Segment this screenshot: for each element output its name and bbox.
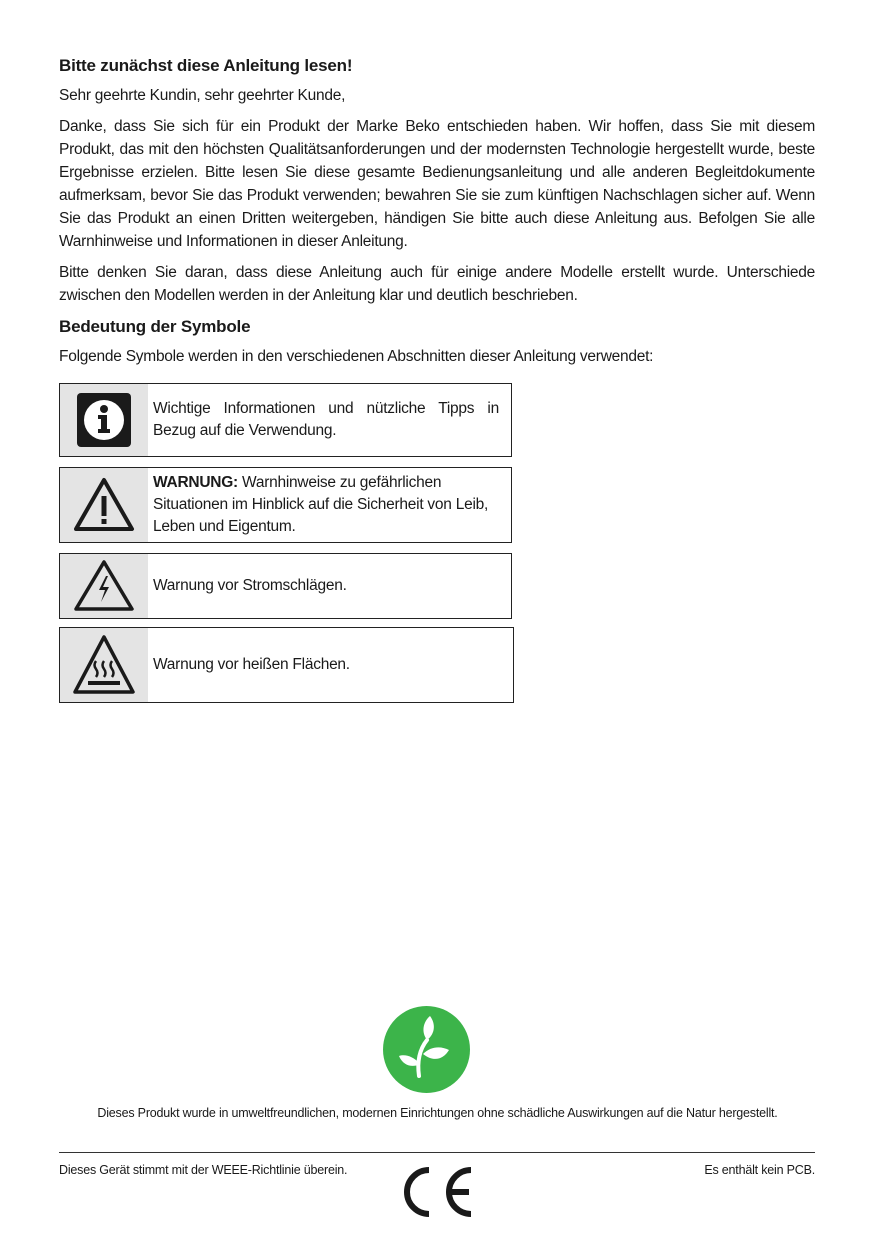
symbol-row-info xyxy=(59,383,512,457)
electric-shock-description: Warnung vor Stromschlägen. xyxy=(153,577,347,594)
warning-description: Warnhinweise zu gefährlichen Situationen im Hinblick auf die Sicherheit von Leib, Leben und Eigentum. xyxy=(153,474,489,535)
pcb-statement: Es enthält kein PCB. xyxy=(704,1163,815,1177)
symbols-title: Bedeutung der Symbole xyxy=(59,317,251,336)
symbol-row-warning xyxy=(59,467,512,543)
symbol-text-hot-surface xyxy=(148,628,507,702)
symbol-text-warning xyxy=(148,468,505,542)
warning-icon xyxy=(60,468,148,542)
warning-label: WARNUNG: xyxy=(153,474,238,491)
symbol-text-electric-shock xyxy=(148,554,505,618)
weee-statement: Dieses Gerät stimmt mit der WEEE-Richtlinie überein. xyxy=(59,1163,348,1177)
info-icon xyxy=(60,384,148,456)
intro-title: Bitte zunächst diese Anleitung lesen! xyxy=(59,56,353,75)
symbols-intro: Folgende Symbole werden in den verschiedenen Abschnitten dieser Anleitung verwendet: xyxy=(59,348,654,365)
intro-paragraph-1: Danke, dass Sie sich für ein Produkt der Marke Beko entschieden haben. Wir hoffen, dass Sie mit diesem Produkt, das mit den höchsten Qualitätsanforderungen und der modernsten Technologie hergestellt wurde, beste Ergebnisse erzielen. Bitte lesen Sie diese gesamte Bedienungsanleitung und alle anderen Begleitdokumente aufmerksam, bevor Sie das Produkt verwenden; bewahren Sie sie zum künftigen Nachschlagen sicher auf. Wenn Sie das Produkt an einen Dritten weitergeben, händigen Sie bitte auch diese Anleitung aus. Befolgen Sie alle Warnhinweise und Informationen in dieser Anleitung. xyxy=(59,118,815,250)
hot-surface-icon xyxy=(60,628,148,702)
eco-statement: Dieses Produkt wurde in umweltfreundlichen, modernen Einrichtungen ohne schädliche Auswirkungen auf die Natur hergestellt. xyxy=(97,1106,778,1120)
hot-surface-description: Warnung vor heißen Flächen. xyxy=(153,656,350,673)
symbol-row-electric-shock xyxy=(59,553,512,619)
intro-section xyxy=(59,56,815,376)
eco-leaf-icon xyxy=(383,1006,470,1093)
electric-shock-icon xyxy=(60,554,148,618)
symbol-text-info xyxy=(148,384,505,456)
intro-paragraph-2: Bitte denken Sie daran, dass diese Anleitung auch für einige andere Modelle erstellt wurde. Unterschiede zwischen den Modellen werden in der Anleitung klar und deutlich beschrieben. xyxy=(59,264,815,304)
ce-mark-icon xyxy=(397,1164,477,1220)
symbol-row-hot-surface xyxy=(59,627,514,703)
salutation: Sehr geehrte Kundin, sehr geehrter Kunde, xyxy=(59,87,346,104)
footer-divider xyxy=(59,1152,815,1153)
info-description: Wichtige Informationen und nützliche Tipps in Bezug auf die Verwendung. xyxy=(153,400,499,439)
